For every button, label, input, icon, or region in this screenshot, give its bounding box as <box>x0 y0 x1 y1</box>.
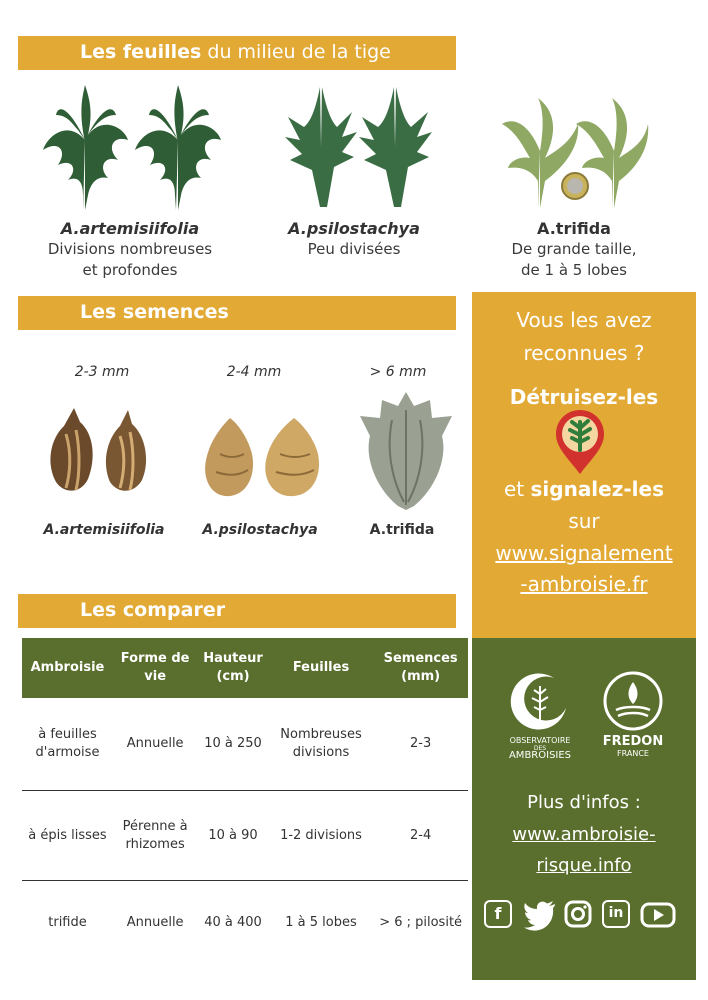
report-panel <box>472 292 696 638</box>
table-row <box>22 791 468 881</box>
facebook-icon[interactable]: f <box>484 900 512 928</box>
leaf-trifida-image <box>500 96 650 211</box>
fredon-logo-icon <box>602 670 664 732</box>
leaves-banner <box>18 36 456 70</box>
twitter-icon[interactable] <box>524 900 556 928</box>
leaf-artemisiifolia-image <box>38 80 228 215</box>
table-header: Forme de vie <box>113 638 197 698</box>
table-cell: 2-3 <box>373 698 468 791</box>
question-line-1: Vous les avez <box>516 308 652 332</box>
leaf-description: de 1 à 5 lobes <box>520 261 627 279</box>
leaf-psilostachya-image <box>282 82 437 212</box>
table-cell: 2-4 <box>373 791 468 881</box>
table-header: Feuilles <box>269 638 373 698</box>
table-cell: à épis lisses <box>22 791 113 881</box>
report-text <box>472 476 696 502</box>
logo-caption: OBSERVATOIRE <box>509 736 571 745</box>
more-info-text: Plus d'infos : <box>527 792 641 813</box>
table-header-row <box>22 638 468 698</box>
table-cell: 1 à 5 lobes <box>285 915 357 930</box>
observatoire-logo-icon <box>508 672 572 736</box>
leaf-description: De grande taille, <box>511 240 637 258</box>
table-cell: Nombreuses divisions <box>269 698 373 791</box>
table-cell: 40 à 400 <box>204 915 262 930</box>
leaves-title-bold: Les feuilles <box>80 41 202 63</box>
species-name: A.artemisiifolia <box>60 219 200 238</box>
seed-psilostachya-image <box>200 414 328 500</box>
destroy-text: Détruisez-les <box>509 385 659 409</box>
leaf-caption-psilostachya <box>254 218 454 260</box>
table-cell: 1-2 divisions <box>269 791 373 881</box>
on-text: sur <box>568 509 600 533</box>
report-bold: signalez-les <box>530 477 664 501</box>
table-cell: Pérenne à rhizomes <box>113 791 197 881</box>
logo-caption: DES <box>533 745 547 752</box>
table-header: Ambroisie <box>22 638 113 698</box>
seed-trifida-image <box>356 390 456 512</box>
signalement-link[interactable]: www.signalement <box>495 541 673 565</box>
ambroisie-risque-link-cont[interactable]: risque.info <box>536 855 632 876</box>
location-pin-icon <box>550 408 610 476</box>
seed-artemisiifolia-image <box>46 404 156 496</box>
table-row <box>22 881 468 966</box>
table-header: Hauteur (cm) <box>197 638 268 698</box>
table-cell: trifide <box>48 915 87 930</box>
comparison-table <box>22 638 468 965</box>
ambroisie-risque-link[interactable]: www.ambroisie- <box>512 824 656 845</box>
table-header: Semences (mm) <box>373 638 468 698</box>
fredon-name: FREDON <box>602 734 664 749</box>
seeds-banner <box>18 296 456 330</box>
report-prefix: et <box>503 477 531 501</box>
seed-name: A.artemisiifolia <box>43 522 165 538</box>
table-cell: Annuelle <box>126 915 184 930</box>
seed-size-label: > 6 mm <box>369 364 427 380</box>
table-cell: 10 à 250 <box>197 698 268 791</box>
species-name: A.trifida <box>537 219 611 238</box>
fredon-subname: FRANCE <box>617 749 649 758</box>
table-cell: à feuilles d'armoise <box>22 698 113 791</box>
seeds-title: Les semences <box>80 301 229 323</box>
youtube-icon[interactable] <box>640 902 676 928</box>
leaf-description: Peu divisées <box>307 240 401 258</box>
seed-name: A.psilostachya <box>202 522 318 538</box>
signalement-link-cont[interactable]: -ambroisie.fr <box>520 572 648 596</box>
compare-banner <box>18 594 456 628</box>
leaf-caption-artemisiifolia <box>30 218 230 281</box>
table-cell: 10 à 90 <box>197 791 268 881</box>
leaf-description: Divisions nombreuses <box>47 240 213 258</box>
question-line-2: reconnues ? <box>523 341 645 365</box>
info-panel <box>472 638 696 980</box>
logo-caption: AMBROISIES <box>508 750 572 761</box>
table-row <box>22 698 468 791</box>
leaf-description: et profondes <box>82 261 178 279</box>
seed-size-label: 2-4 mm <box>226 364 282 380</box>
leaves-title-rest: du milieu de la tige <box>201 41 391 63</box>
table-cell: Annuelle <box>113 698 197 791</box>
seed-size-label: 2-3 mm <box>74 364 130 380</box>
seed-name: A.trifida <box>369 522 435 538</box>
species-name: A.psilostachya <box>288 219 420 238</box>
table-cell: > 6 ; pilosité <box>379 915 463 930</box>
linkedin-icon[interactable]: in <box>602 900 630 928</box>
leaf-caption-trifida <box>474 218 674 281</box>
compare-title: Les comparer <box>80 599 226 621</box>
instagram-icon[interactable] <box>564 900 592 928</box>
